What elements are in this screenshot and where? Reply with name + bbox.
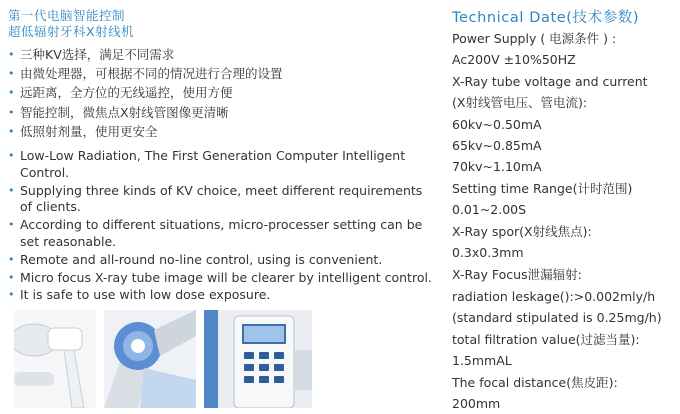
spec-line: 200mm	[452, 395, 501, 411]
spec-line: X-Ray tube voltage and current	[452, 73, 648, 89]
spec-line: 60kv~0.50mA	[452, 116, 542, 132]
arm-joint-photo	[104, 310, 196, 408]
list-item: • According to different situations, micro-processer setting can be set reasonable.	[8, 217, 423, 249]
bullet-icon: •	[8, 149, 15, 163]
spec-line: 70kv~1.10mA	[452, 159, 542, 175]
spec-line: (X射线管电压、管电流):	[452, 95, 588, 111]
chinese-feature-list	[8, 45, 438, 141]
list-item: • It is safe to use with low dose exposure.	[8, 287, 271, 303]
spec-line: X-Ray spor(X射线焦点):	[452, 223, 592, 239]
list-item: • 三种KV选择，满足不同需求	[8, 45, 438, 64]
technical-data-panel	[452, 8, 674, 414]
bullet-icon: •	[8, 48, 15, 61]
bullet-icon: •	[8, 86, 15, 100]
product-title-line1: 第一代电脑智能控制	[8, 8, 126, 23]
spec-line: X-Ray Focus泄漏辐射:	[452, 267, 582, 283]
product-photos	[14, 310, 314, 408]
list-item: • Supplying three kinds of KV choice, meet different requirements of clients.	[8, 182, 423, 215]
list-item: • Remote and all-round no-line control, using is convenient.	[8, 251, 383, 267]
spec-line: Setting time Range(计时范围)	[452, 180, 633, 196]
bullet-icon: •	[8, 183, 15, 197]
xray-tube-head-photo	[14, 310, 96, 408]
spec-line: 0.3x0.3mm	[452, 245, 524, 261]
bullet-icon: •	[8, 288, 15, 302]
spec-line: The focal distance(焦皮距):	[452, 374, 618, 390]
bullet-icon: •	[8, 270, 15, 284]
bullet-icon: •	[8, 218, 15, 232]
spec-line: Power Supply ( 电源条件 ) :	[452, 31, 617, 46]
remote-control-panel-photo	[204, 310, 312, 408]
product-title-line2: 超低辐射牙科X射线机	[8, 24, 135, 39]
bullet-icon: •	[8, 124, 15, 138]
spec-line: Ac200V ±10%50HZ	[452, 52, 576, 68]
spec-line: (standard stipulated is 0.25mg/h)	[452, 310, 662, 326]
list-item: • 低照射剂量，使用更安全	[8, 122, 438, 141]
english-feature-list	[8, 148, 438, 304]
bullet-icon: •	[8, 105, 15, 119]
list-item: • 智能控制，微焦点X射线管图像更清晰	[8, 103, 438, 122]
list-item: • 远距离，全方位的无线遥控，使用方便	[8, 83, 438, 102]
technical-data-title: Technical Date(技术参数)	[452, 10, 640, 26]
bullet-icon: •	[8, 67, 15, 81]
list-item: • Micro focus X-ray tube image will be clearer by intelligent control.	[8, 269, 432, 285]
spec-line: radiation leskage():>0.002mly/h	[452, 288, 656, 304]
list-item: • 由微处理器，可根据不同的情况进行合理的设置	[8, 64, 438, 83]
spec-line: 65kv~0.85mA	[452, 138, 542, 154]
spec-line: total filtration value(过滤当量):	[452, 331, 640, 347]
list-item: • Low-Low Radiation, The First Generation Computer Intelligent Control.	[8, 148, 406, 180]
spec-line: 0.01~2.00S	[452, 202, 527, 218]
spec-line: 1.5mmAL	[452, 353, 512, 369]
left-column	[8, 8, 438, 304]
bullet-icon: •	[8, 252, 15, 266]
